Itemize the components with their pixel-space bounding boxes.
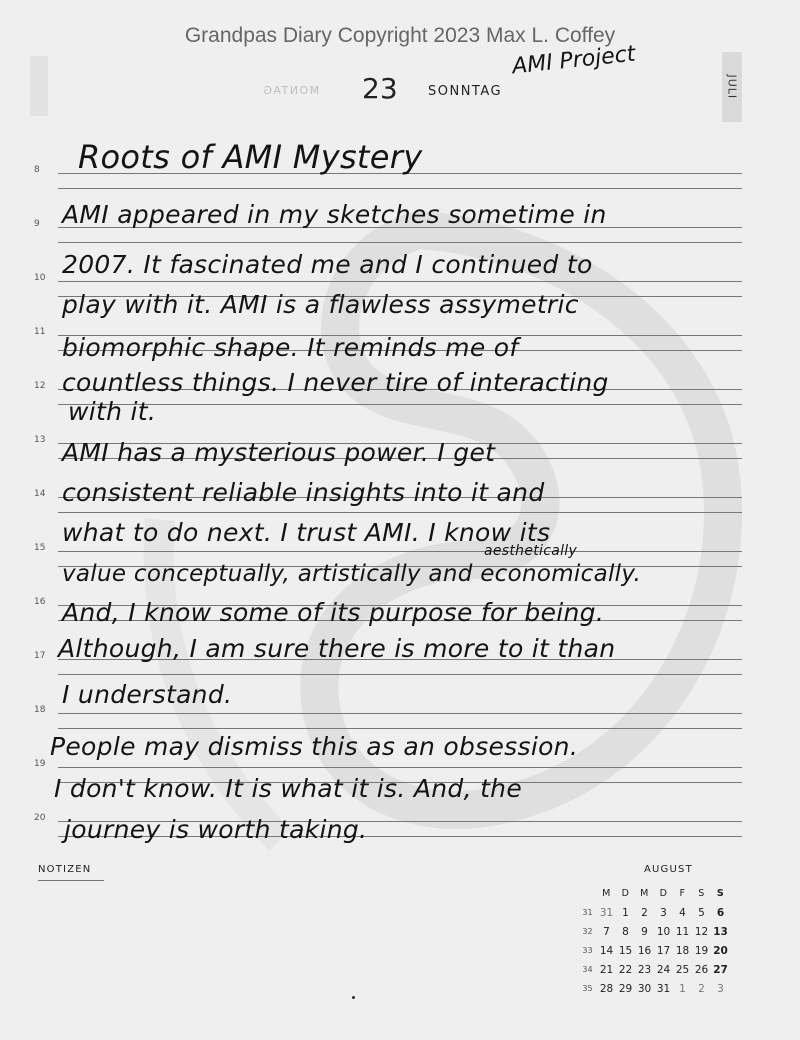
entry-line: biomorphic shape. It reminds me of: [62, 333, 519, 362]
entry-line: AMI appeared in my sketches sometime in: [62, 200, 607, 229]
calendar-day: 2: [698, 982, 705, 995]
calendar-day: 15: [618, 944, 633, 957]
hour-label: 14: [34, 489, 46, 499]
hour-label: 12: [34, 381, 46, 391]
calendar-weekday: M: [602, 888, 611, 899]
month-tab-label: JULI: [725, 74, 739, 100]
notes-label: NOTIZEN: [38, 864, 92, 875]
calendar-day: 29: [618, 982, 633, 995]
ink-dot: [352, 996, 355, 999]
calendar-week-row: [578, 941, 730, 960]
calendar-day: 2: [641, 906, 648, 919]
calendar-day: 11: [675, 925, 690, 938]
entry-line: Although, I am sure there is more to it than: [58, 634, 616, 663]
ruled-line: [58, 551, 742, 552]
entry-title: Roots of AMI Mystery: [78, 138, 423, 176]
year-tab: [30, 56, 48, 116]
calendar-weekday: F: [679, 888, 686, 899]
calendar-day: 6: [716, 906, 725, 919]
hour-label: 17: [34, 651, 46, 661]
ruled-line: [58, 281, 742, 282]
hour-label: 20: [34, 813, 46, 823]
ruled-line: [58, 713, 742, 714]
calendar-month: AUGUST: [644, 864, 693, 875]
calendar-day: 26: [694, 963, 709, 976]
calendar-day: 12: [694, 925, 709, 938]
calendar-day: 19: [694, 944, 709, 957]
entry-line: value conceptually, artistically and economically.: [62, 561, 642, 587]
entry-line: I don't know. It is what it is. And, the: [54, 774, 523, 803]
entry-line: countless things. I never tire of interacting: [62, 368, 609, 397]
calendar-day: 17: [656, 944, 671, 957]
calendar-day: 10: [656, 925, 671, 938]
entry-line: play with it. AMI is a flawless assymetric: [62, 290, 579, 319]
mini-calendar: [578, 884, 730, 998]
calendar-week-row: [578, 922, 730, 941]
week-number: 34: [582, 965, 593, 974]
ruled-line: [58, 242, 742, 243]
entry-line: what to do next. I trust AMI. I know its: [62, 518, 551, 547]
calendar-day: 30: [637, 982, 652, 995]
ruled-line: [58, 767, 742, 768]
calendar-day: 9: [641, 925, 648, 938]
entry-line: People may dismiss this as an obsession.: [50, 732, 579, 761]
entry-line: And, I know some of its purpose for being.: [62, 598, 605, 627]
calendar-day: 28: [599, 982, 614, 995]
calendar-day: 16: [637, 944, 652, 957]
hour-label: 8: [34, 165, 40, 175]
calendar-day: 7: [603, 925, 610, 938]
ghost-weekday: MONTAG: [262, 84, 320, 97]
week-number: 35: [582, 984, 593, 993]
calendar-day: 18: [675, 944, 690, 957]
ruled-line: [58, 188, 742, 189]
calendar-week-row: [578, 903, 730, 922]
entry-line: journey is worth taking.: [64, 815, 368, 844]
hour-label: 15: [34, 543, 46, 553]
inserted-word: aesthetically: [484, 543, 578, 559]
hour-label: 19: [34, 759, 46, 769]
project-note: AMI Project: [511, 41, 637, 80]
hour-label: 13: [34, 435, 46, 445]
week-number: 31: [582, 908, 593, 917]
entry-line: 2007. It fascinated me and I continued to: [62, 250, 593, 279]
calendar-day: 14: [599, 944, 614, 957]
calendar-week-row: [578, 979, 730, 998]
calendar-weekday: M: [640, 888, 649, 899]
calendar-day: 27: [713, 963, 728, 976]
ruled-line: [58, 512, 742, 513]
calendar-day: 31: [656, 982, 671, 995]
entry-line: AMI has a mysterious power. I get: [62, 438, 496, 467]
calendar-day: 22: [618, 963, 633, 976]
entry-line: consistent reliable insights into it and: [62, 478, 545, 507]
ruled-line: [58, 404, 742, 405]
hour-label: 11: [34, 327, 46, 337]
calendar-weekday-row: [578, 884, 730, 903]
hour-label: 10: [34, 273, 46, 283]
ruled-line: [58, 728, 742, 729]
weekday-label: SONNTAG: [428, 84, 503, 99]
calendar-day: 4: [679, 906, 686, 919]
calendar-day: 23: [637, 963, 652, 976]
calendar-day: 13: [713, 925, 728, 938]
calendar-weekday: D: [621, 888, 630, 899]
calendar-day: 24: [656, 963, 671, 976]
calendar-spacer: [578, 884, 597, 903]
hour-label: 9: [34, 219, 40, 229]
calendar-day: 25: [675, 963, 690, 976]
notes-divider: [38, 880, 104, 881]
calendar-day: 31: [599, 906, 614, 919]
calendar-weekday: D: [659, 888, 668, 899]
week-number: 32: [582, 927, 593, 936]
calendar-day: 1: [622, 906, 629, 919]
calendar-day: 20: [713, 944, 728, 957]
entry-line: with it.: [68, 397, 157, 426]
calendar-week-row: [578, 960, 730, 979]
calendar-day: 3: [717, 982, 724, 995]
date-number: 23: [362, 72, 398, 105]
calendar-day: 8: [622, 925, 629, 938]
calendar-day: 3: [660, 906, 667, 919]
ruled-line: [58, 674, 742, 675]
week-number: 33: [582, 946, 593, 955]
calendar-weekday: S: [716, 888, 725, 899]
calendar-day: 5: [698, 906, 705, 919]
hour-label: 16: [34, 597, 46, 607]
copyright-header: Grandpas Diary Copyright 2023 Max L. Coffey: [184, 24, 616, 47]
calendar-day: 1: [679, 982, 686, 995]
calendar-day: 21: [599, 963, 614, 976]
hour-label: 18: [34, 705, 46, 715]
calendar-weekday: S: [698, 888, 705, 899]
entry-line: I understand.: [62, 680, 233, 709]
